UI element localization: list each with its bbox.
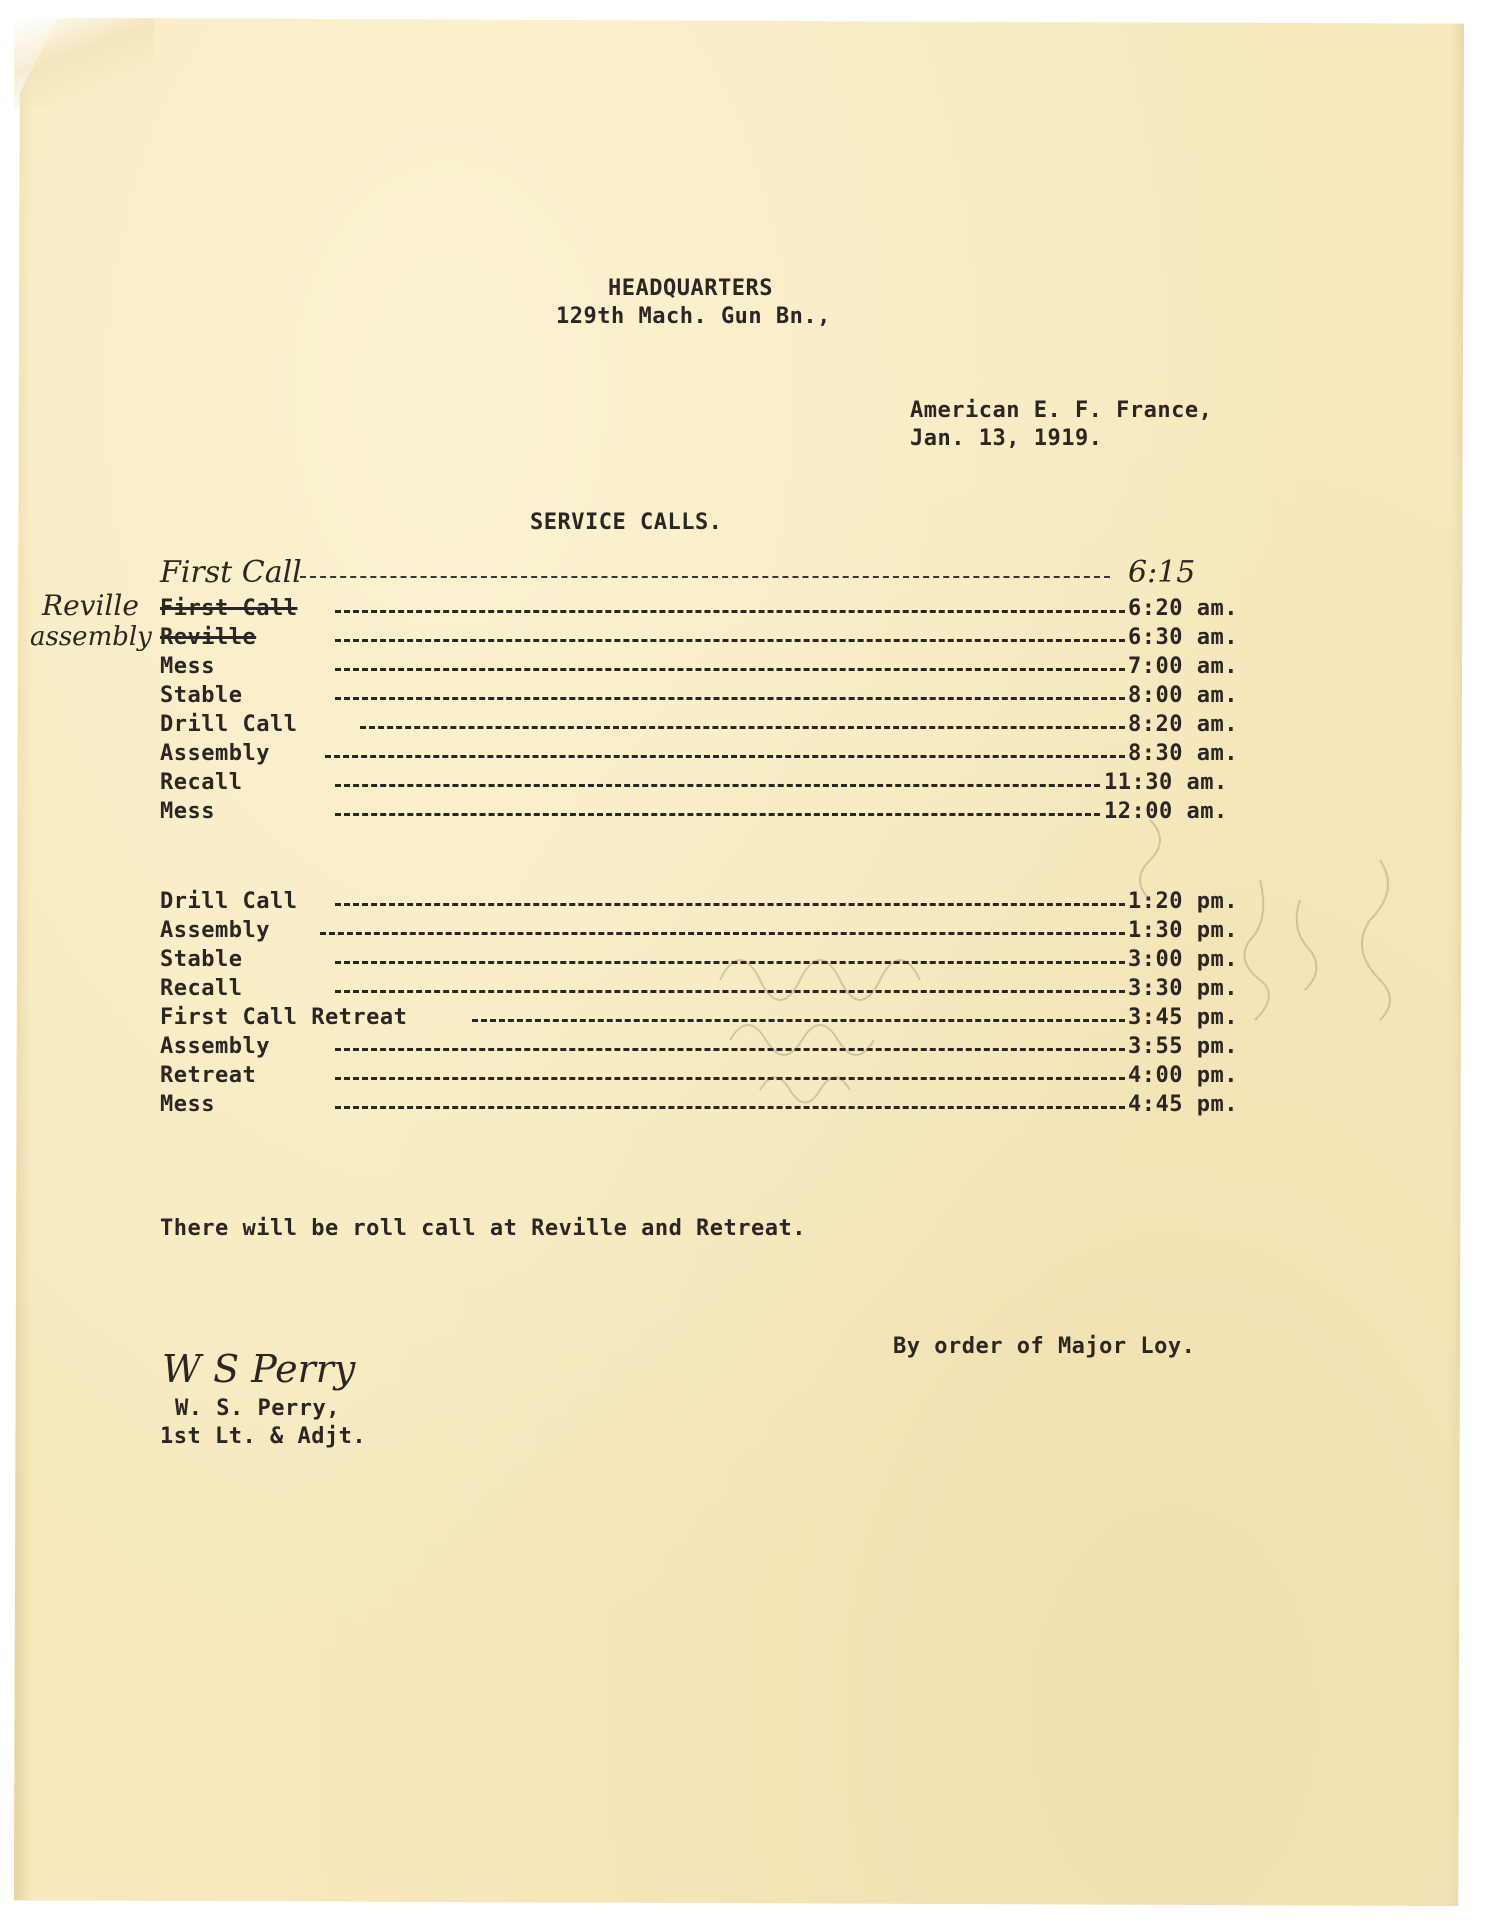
handwritten-first-call-time: 6:15 <box>1128 555 1196 590</box>
call-time: 1:30 pm. <box>1128 918 1238 943</box>
call-label: First Call Retreat <box>160 1005 408 1030</box>
call-time: 3:45 pm. <box>1128 1005 1238 1030</box>
signer-name: W. S. Perry, <box>175 1396 340 1421</box>
header-unit: 129th Mach. Gun Bn., <box>556 304 831 329</box>
call-time: 8:30 am. <box>1128 741 1238 766</box>
signer-title: 1st Lt. & Adjt. <box>160 1424 367 1449</box>
call-time: 8:20 am. <box>1128 712 1238 737</box>
order-line: By order of Major Loy. <box>893 1334 1196 1359</box>
header-headquarters: HEADQUARTERS <box>608 276 773 301</box>
call-time: 11:30 am. <box>1104 770 1228 795</box>
call-label: First Call <box>160 596 298 621</box>
call-time: 1:20 pm. <box>1128 889 1238 914</box>
call-label: Recall <box>160 976 243 1001</box>
call-label: Drill Call <box>160 889 298 914</box>
call-time: 8:00 am. <box>1128 683 1238 708</box>
place-line: American E. F. France, <box>910 398 1213 423</box>
call-time: 7:00 am. <box>1128 654 1238 679</box>
call-label: Assembly <box>160 1034 270 1059</box>
call-time: 3:55 pm. <box>1128 1034 1238 1059</box>
call-time: 6:20 am. <box>1128 596 1238 621</box>
call-label: Stable <box>160 947 243 972</box>
call-time: 12:00 am. <box>1104 799 1228 824</box>
call-label: Assembly <box>160 918 270 943</box>
margin-note-reville: Reville <box>42 589 139 622</box>
call-label: Mess <box>160 654 215 679</box>
call-label: Retreat <box>160 1063 257 1088</box>
call-label: Stable <box>160 683 243 708</box>
roll-call-note: There will be roll call at Reville and Retreat. <box>160 1216 807 1241</box>
call-label: Mess <box>160 799 215 824</box>
handwritten-signature: W S Perry <box>162 1347 356 1391</box>
call-time: 3:00 pm. <box>1128 947 1238 972</box>
call-time: 6:30 am. <box>1128 625 1238 650</box>
call-label: Drill Call <box>160 712 298 737</box>
call-time: 4:45 pm. <box>1128 1092 1238 1117</box>
call-label: Assembly <box>160 741 270 766</box>
call-label: Recall <box>160 770 243 795</box>
call-label: Reville <box>160 625 257 650</box>
call-time: 4:00 pm. <box>1128 1063 1238 1088</box>
date-line: Jan. 13, 1919. <box>910 426 1103 451</box>
margin-note-assembly: assembly <box>30 622 152 652</box>
handwritten-first-call: First Call <box>160 555 302 590</box>
call-time: 3:30 pm. <box>1128 976 1238 1001</box>
call-label: Mess <box>160 1092 215 1117</box>
service-calls-title: SERVICE CALLS. <box>530 510 723 535</box>
